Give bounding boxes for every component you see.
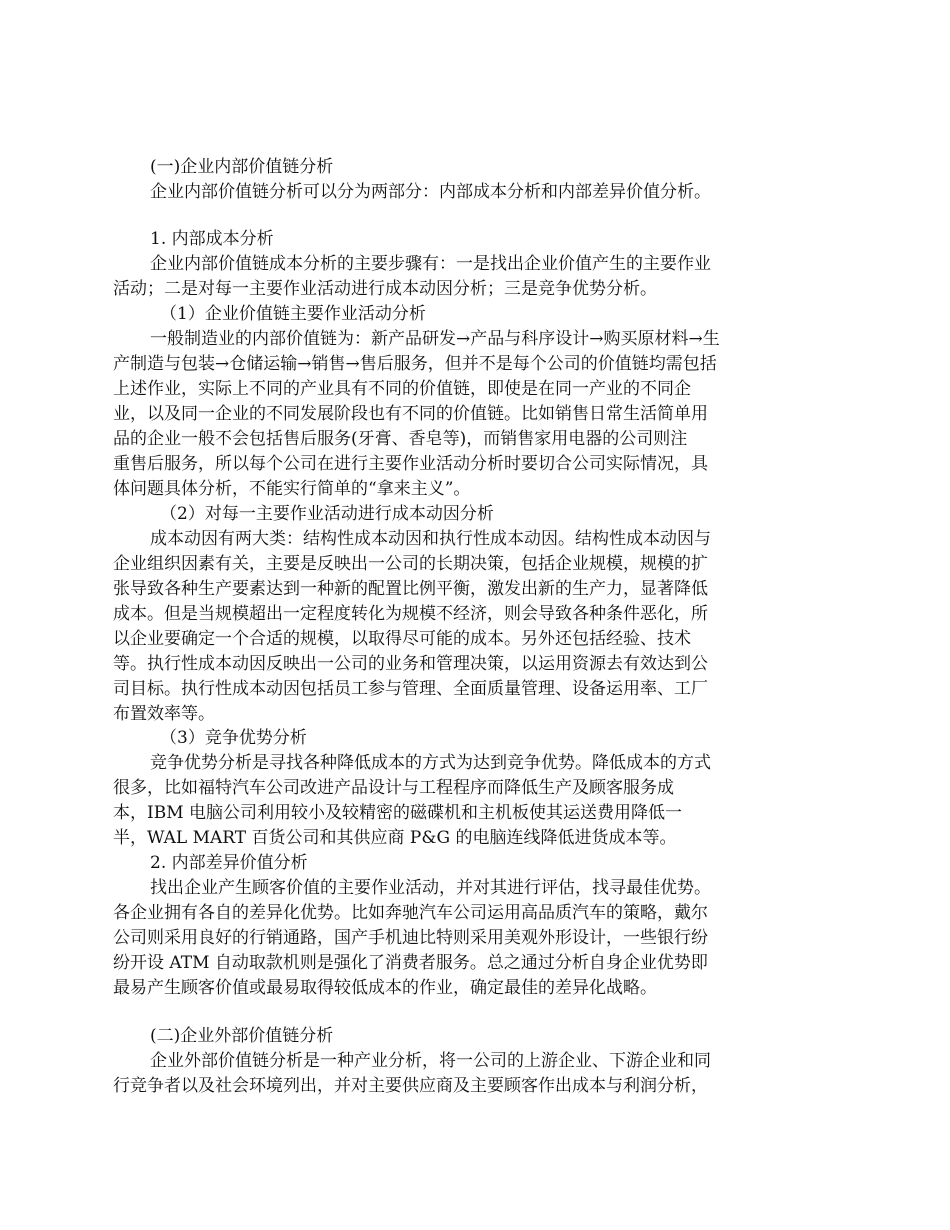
paragraph-line: 企业外部价值链分析是一种产业分析，将一公司的上游企业、下游企业和同 — [150, 1051, 711, 1071]
section-heading: (二)企业外部价值链分析 — [150, 1026, 334, 1046]
paragraph-line: 最易产生顾客价值或最易取得较低成本的作业，确定最佳的差异化战略。 — [113, 978, 657, 998]
item-heading: （2）对每一主要作业活动进行成本动因分析 — [160, 504, 494, 524]
paragraph-line: 重售后服务，所以每个公司在进行主要作业活动分析时要切合公司实际情况，具 — [113, 454, 708, 474]
paragraph-line: 等。执行性成本动因反映出一公司的业务和管理决策，以运用资源去有效达到公 — [113, 654, 708, 674]
paragraph-line: 很多，比如福特汽车公司改进产品设计与工程程序而降低生产及顾客服务成 — [113, 778, 674, 798]
subsection-heading: 1. 内部成本分析 — [150, 229, 274, 249]
subsection-heading: 2. 内部差异价值分析 — [150, 853, 308, 873]
paragraph-line: 各企业拥有各自的差异化优势。比如奔驰汽车公司运用高品质汽车的策略，戴尔 — [113, 903, 708, 923]
section-heading: (一)企业内部价值链分析 — [150, 157, 334, 177]
paragraph-line: 纷开设 ATM 自动取款机则是强化了消费者服务。总之通过分析自身企业优势即 — [113, 953, 708, 973]
paragraph-line: 张导致各种生产要素达到一种新的配置比例平衡，激发出新的生产力，显著降低 — [113, 579, 708, 599]
paragraph-line: 行竞争者以及社会环境列出，并对主要供应商及主要顾客作出成本与利润分析， — [113, 1076, 708, 1096]
paragraph-line: 上述作业，实际上不同的产业具有不同的价值链，即使是在同一产业的不同企 — [113, 379, 691, 399]
paragraph-line: 成本。但是当规模超出一定程度转化为规模不经济，则会导致各种条件恶化，所 — [113, 604, 708, 624]
paragraph-line: 品的企业一般不会包括售后服务(牙膏、香皂等)，而销售家用电器的公司则注 — [113, 429, 688, 449]
paragraph-line: 企业组织因素有关，主要是反映出一公司的长期决策，包括企业规模，规模的扩 — [113, 554, 708, 574]
paragraph-line: 司目标。执行性成本动因包括员工参与管理、全面质量管理、设备运用率、工厂 — [113, 679, 708, 699]
paragraph-line: 竞争优势分析是寻找各种降低成本的方式为达到竞争优势。降低成本的方式 — [150, 753, 711, 773]
paragraph-line: 业，以及同一企业的不同发展阶段也有不同的价值链。比如销售日常生活简单用 — [113, 404, 708, 424]
paragraph-line: 一般制造业的内部价值链为：新产品研发→产品与科序设计→购买原材料→生 — [150, 329, 720, 349]
paragraph-line: 公司则采用良好的行销通路，国产手机迪比特则采用美观外形设计，一些银行纷 — [113, 928, 708, 948]
item-heading: （1）企业价值链主要作业活动分析 — [160, 304, 426, 324]
paragraph-line: 找出企业产生顾客价值的主要作业活动，并对其进行评估，找寻最佳优势。 — [150, 878, 711, 898]
paragraph-line: 企业内部价值链分析可以分为两部分：内部成本分析和内部差异价值分析。 — [150, 182, 711, 202]
paragraph-line: 企业内部价值链成本分析的主要步骤有：一是找出企业价值产生的主要作业 — [150, 254, 711, 274]
paragraph-line: 半，WAL MART 百货公司和其供应商 P&G 的电脑连线降低进货成本等。 — [113, 828, 677, 848]
paragraph-line: 本，IBM 电脑公司利用较小及较精密的磁碟机和主机板使其运送费用降低一 — [113, 803, 683, 823]
paragraph-line: 以企业要确定一个合适的规模，以取得尽可能的成本。另外还包括经验、技术 — [113, 629, 691, 649]
paragraph-line: 成本动因有两大类：结构性成本动因和执行性成本动因。结构性成本动因与 — [150, 529, 711, 549]
paragraph-line: 体问题具体分析，不能实行简单的“拿来主义”。 — [113, 479, 471, 499]
item-heading: （3）竞争优势分析 — [160, 728, 307, 748]
paragraph-line: 产制造与包装→仓储运输→销售→售后服务，但并不是每个公司的价值链均需包括 — [113, 354, 717, 374]
paragraph-line: 布置效率等。 — [113, 704, 215, 724]
paragraph-line: 活动；二是对每一主要作业活动进行成本动因分析；三是竞争优势分析。 — [113, 279, 657, 299]
